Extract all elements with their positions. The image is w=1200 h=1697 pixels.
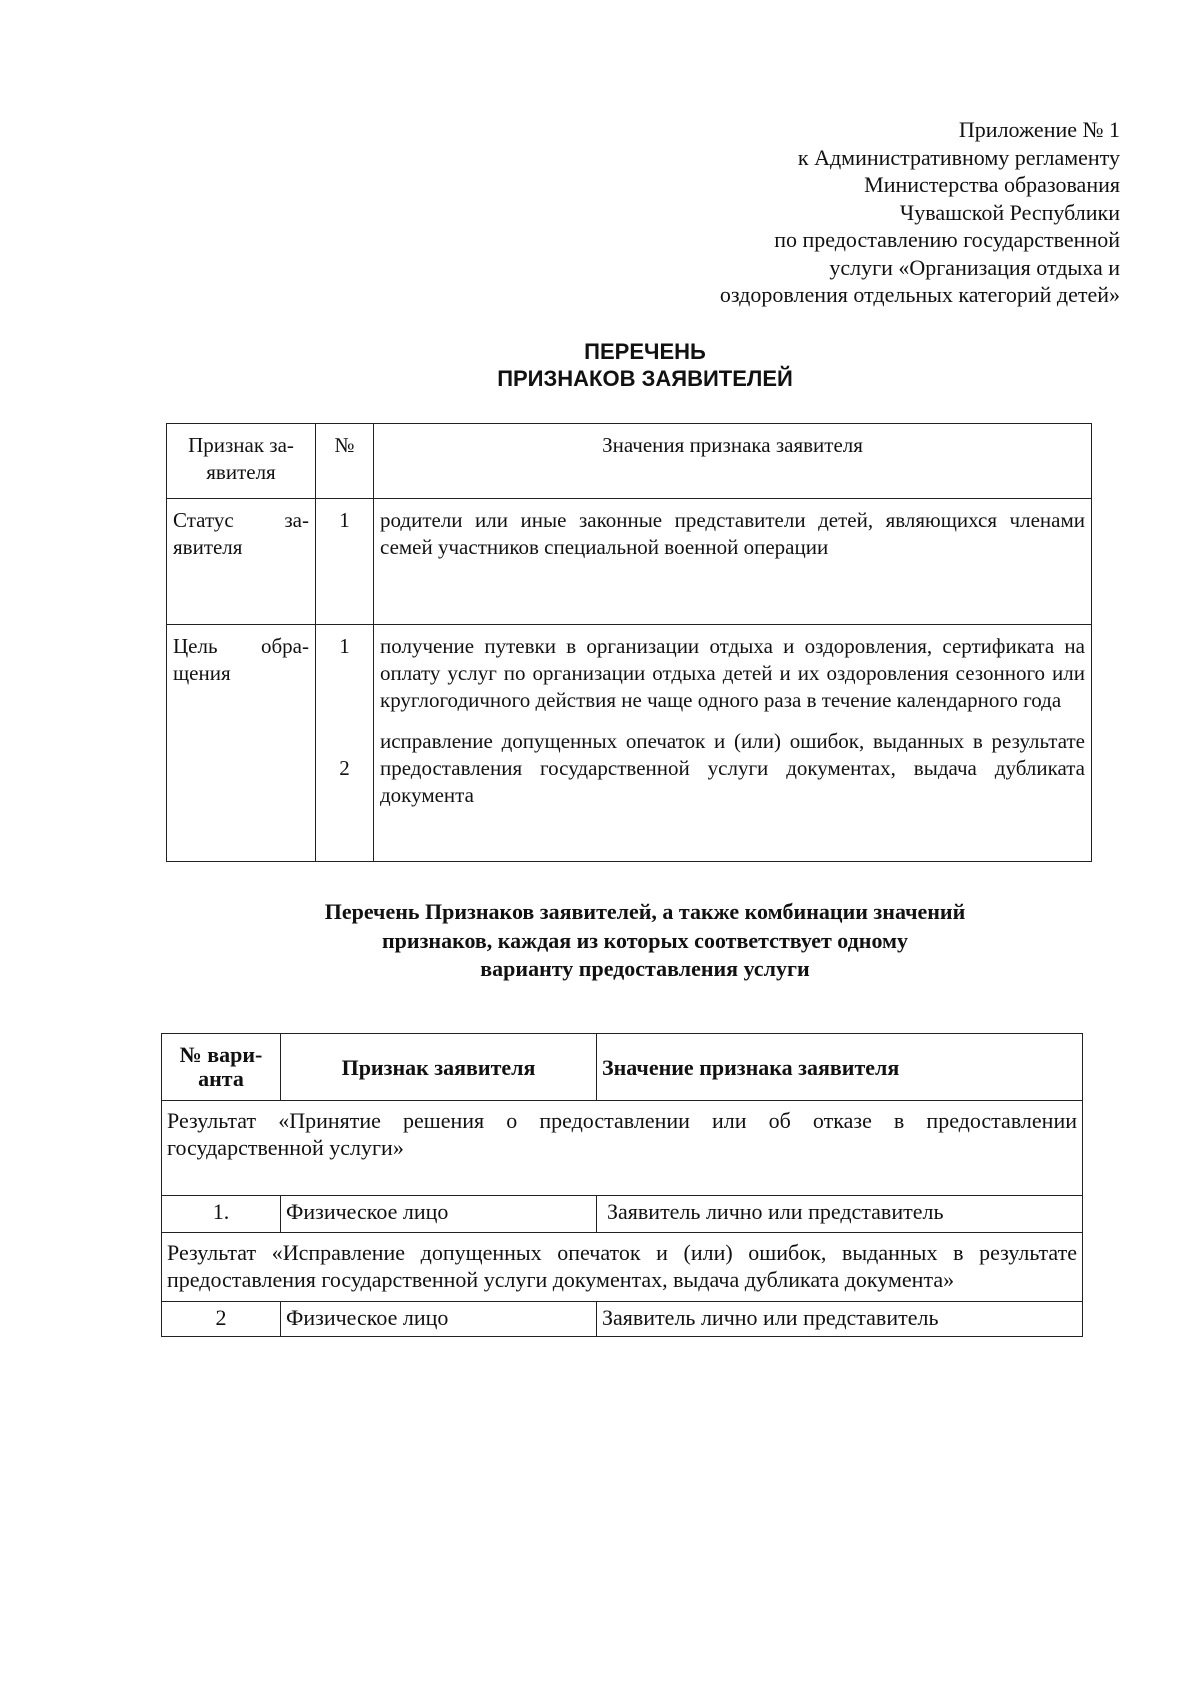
header-number: № xyxy=(316,424,374,499)
item-number: 2 xyxy=(339,756,350,780)
number-cell xyxy=(316,625,374,862)
value-cell: родители или иные законные представители детей, являющихся членами семей участников специальной военной операции xyxy=(374,499,1092,625)
variants-table xyxy=(161,1033,1083,1337)
appendix-line: оздоровления отдельных категорий детей» xyxy=(719,282,1120,307)
header-variant: № вари- анта xyxy=(162,1034,281,1101)
header-attribute: Признак заявителя xyxy=(281,1034,597,1101)
appendix-line: к Административному регламенту xyxy=(797,144,1120,170)
table-row xyxy=(162,1302,1083,1337)
subtitle-line-3: варианту предоставления услуги xyxy=(480,956,810,981)
appendix-line: по предоставлению государственной xyxy=(774,227,1120,252)
result-cell: Результат «Принятие решения о предоставлении или об отказе в предоставлении государственной услуги» xyxy=(162,1101,1083,1196)
number-cell: 1 xyxy=(316,499,374,625)
result-row xyxy=(162,1233,1083,1302)
variant-cell: 1. xyxy=(162,1196,281,1233)
title-line-2: ПРИЗНАКОВ ЗАЯВИТЕЛЕЙ xyxy=(497,366,793,391)
result-cell: Результат «Исправление допущенных опечаток и (или) ошибок, выданных в результате предоставления государственной услуги документах, выдача дубликата документа» xyxy=(162,1233,1083,1302)
appendix-line: Чувашской Республики xyxy=(899,199,1120,225)
attribute-cell: Статус за- явителя xyxy=(167,499,316,625)
table-row xyxy=(167,625,1092,862)
appendix-header xyxy=(600,116,1120,309)
section-subtitle xyxy=(0,898,1200,984)
table-row xyxy=(167,499,1092,625)
value-cell: Заявитель лично или представитель xyxy=(597,1196,1083,1233)
appendix-line: Министерства образования xyxy=(864,172,1120,197)
table-row xyxy=(162,1196,1083,1233)
attribute-cell: Физическое лицо xyxy=(281,1302,597,1337)
item-text: исправление допущенных опечаток и (или) ошибок, выданных в результате предоставления государственной услуги документах, выдача дубликата документа xyxy=(380,729,1085,807)
appendix-line: услуги «Организация отдыха и xyxy=(829,254,1120,280)
appendix-line: Приложение № 1 xyxy=(958,117,1120,142)
variant-cell: 2 xyxy=(162,1302,281,1337)
title-line-1: ПЕРЕЧЕНЬ xyxy=(584,339,706,364)
header-attribute: Признак за- явителя xyxy=(167,424,316,499)
subtitle-line-1: Перечень Признаков заявителей, а также комбинации значений xyxy=(324,899,966,924)
header-values: Значения признака заявителя xyxy=(374,424,1092,499)
applicant-attributes-table xyxy=(166,423,1092,862)
item-number: 1 xyxy=(339,634,350,658)
value-cell: Заявитель лично или представитель xyxy=(597,1302,1083,1337)
subtitle-line-2: признаков, каждая из которых соответствует одному xyxy=(381,927,909,953)
table-header-row xyxy=(167,424,1092,499)
item-text: получение путевки в организации отдыха и оздоровления, сертификата на оплату услуг по организации отдыха детей и их оздоровления сезонного или круглогодичного действия не чаще одного раза в течение календарного года xyxy=(380,634,1085,712)
value-cell xyxy=(374,625,1092,862)
attribute-cell: Цель обра- щения xyxy=(167,625,316,862)
attribute-cell: Физическое лицо xyxy=(281,1196,597,1233)
result-row xyxy=(162,1101,1083,1196)
page-title xyxy=(0,338,1200,392)
table-header-row xyxy=(162,1034,1083,1101)
header-value: Значение признака заявителя xyxy=(597,1034,1083,1101)
